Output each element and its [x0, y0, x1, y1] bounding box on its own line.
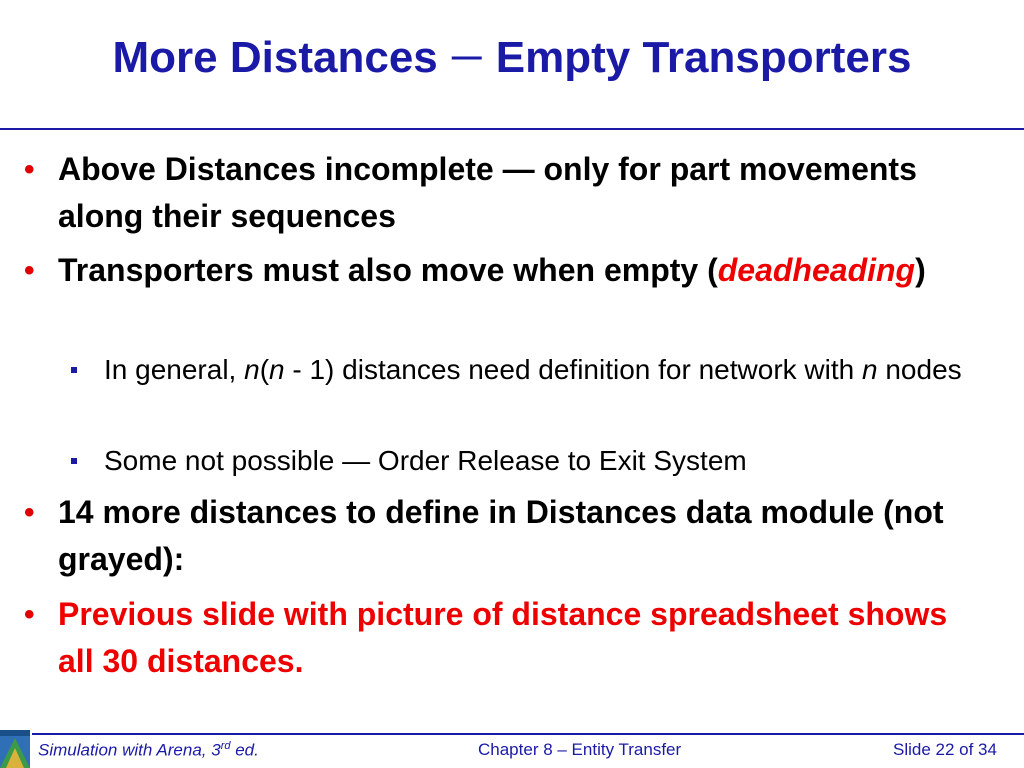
bullet-2-pre: Transporters must also move when empty (: [58, 252, 718, 288]
bullet-dot-icon: •: [24, 496, 35, 529]
bullet-dot-icon: •: [24, 598, 35, 631]
sub1-t2: (: [259, 354, 270, 385]
footer-book-end: ed.: [230, 740, 259, 760]
footer-book-sup: rd: [220, 740, 231, 752]
bullet-4-text: Previous slide with picture of distance spreadsheet shows all 30 distances.: [58, 596, 948, 679]
footer-book-title: [38, 740, 259, 761]
title-part1: More Distances: [112, 33, 438, 82]
sub1-t3: - 1) distances need definition for network with: [284, 354, 862, 385]
subbullet-2: [104, 442, 964, 480]
slide-title: [0, 34, 1024, 82]
square-bullet-icon: [71, 367, 77, 373]
sub1-n2: n: [269, 354, 285, 385]
arena-logo-icon: [0, 730, 30, 768]
square-bullet-icon: [71, 458, 77, 464]
bullet-3-text: 14 more distances to define in Distances data module (not grayed):: [58, 494, 944, 577]
subbullet-1: [104, 351, 964, 389]
bullet-2-emphasis: deadheading: [717, 252, 916, 288]
title-dash: —: [451, 40, 482, 73]
bullet-4: [24, 591, 958, 685]
bullet-dot-icon: •: [24, 153, 35, 186]
footer-slide-number: Slide 22 of 34: [893, 740, 997, 759]
sub1-n3: n: [862, 354, 878, 385]
sub1-n1: n: [244, 354, 260, 385]
footer-chapter: Chapter 8 – Entity Transfer: [478, 740, 682, 759]
bullet-2: [24, 247, 958, 294]
title-part2: Empty Transporters: [495, 33, 912, 82]
sub1-t1: In general,: [104, 354, 245, 385]
bullet-1-text: Above Distances incomplete — only for part movements along their sequences: [58, 151, 917, 234]
bullet-1: [24, 146, 958, 240]
footer-book-main: Simulation with Arena, 3: [38, 740, 221, 760]
title-divider: [0, 128, 1024, 130]
bullet-3: [24, 489, 958, 583]
sub1-t4: nodes: [877, 354, 962, 385]
footer-divider: [32, 733, 1024, 735]
sub2-text: Some not possible — Order Release to Exit System: [104, 445, 747, 476]
bullet-2-post: ): [915, 252, 926, 288]
bullet-dot-icon: •: [24, 254, 35, 287]
